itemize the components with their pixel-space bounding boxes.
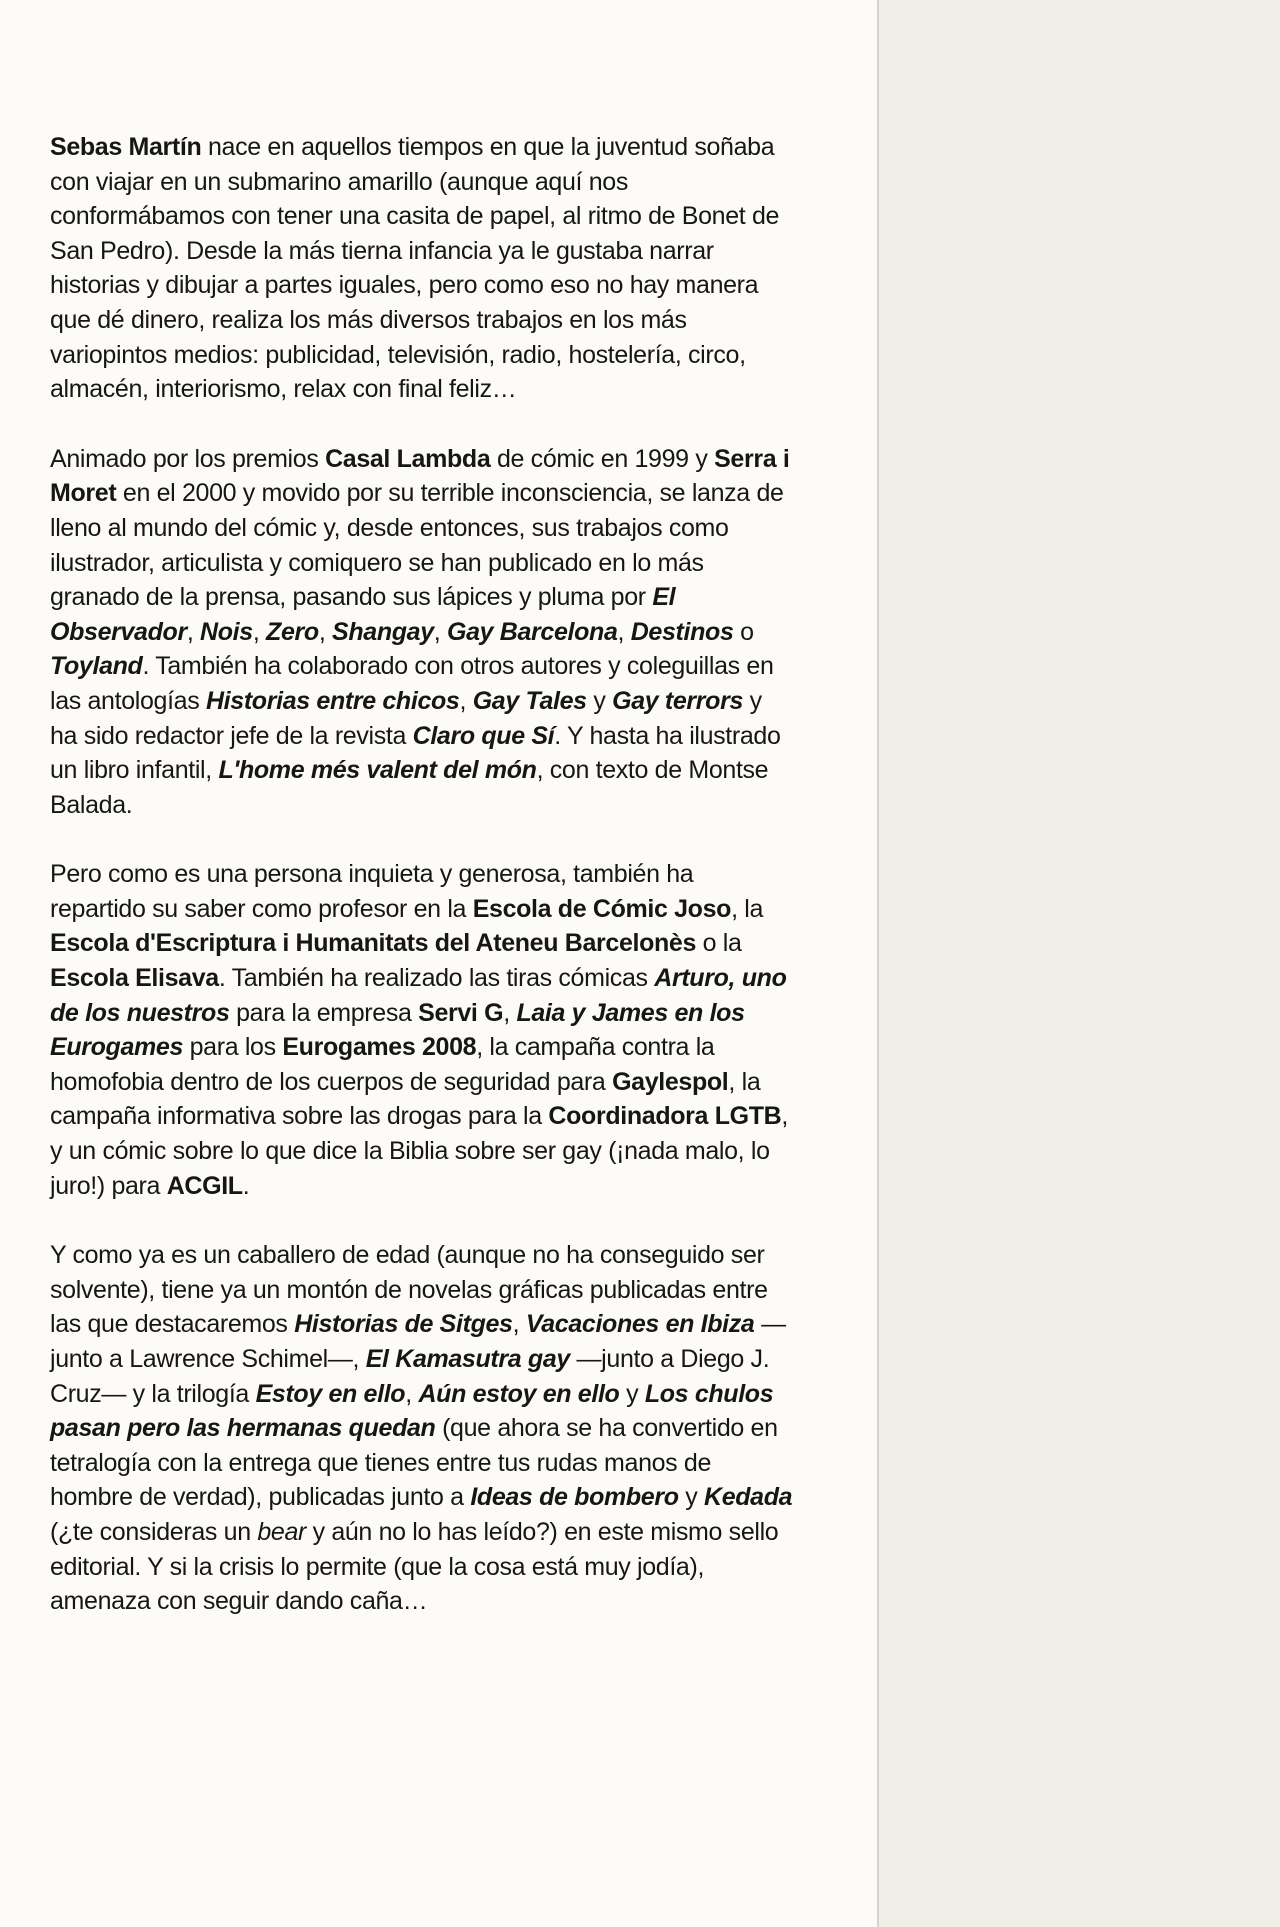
- italic-title: Toyland: [50, 652, 143, 681]
- body-text: de cómic en 1999 y: [490, 444, 715, 473]
- body-text: —junto a Diego J. Cruz— y la trilogía: [50, 1345, 776, 1408]
- italic-title: Kedada: [704, 1483, 793, 1512]
- body-text: ,: [433, 617, 447, 646]
- body-text: ,: [252, 617, 267, 646]
- italic-title: Claro que Sí: [412, 721, 555, 750]
- body-text: . También ha colaborado con otros autores y coleguillas en las antologías: [50, 652, 781, 715]
- bold-name: ACGIL: [166, 1171, 243, 1200]
- body-text: ,: [318, 617, 333, 646]
- italic-title: Gay Tales: [472, 686, 587, 715]
- body-text: —junto a Lawrence Schimel—,: [50, 1310, 786, 1373]
- italic-title: Destinos: [630, 617, 734, 646]
- italic-title: Vacaciones en Ibiza: [525, 1310, 755, 1339]
- bold-name: Escola Elisava: [50, 964, 219, 993]
- bold-name: Serra i Moret: [50, 444, 797, 508]
- body-text: ,: [186, 617, 201, 646]
- bio-paragraph-1: [50, 130, 795, 407]
- italic-title: Arturo, uno de los nuestros: [50, 964, 794, 1027]
- body-text: ,: [503, 998, 517, 1027]
- bold-name: Casal Lambda: [325, 444, 491, 473]
- italic-title: Ideas de bombero: [470, 1483, 679, 1512]
- italic-title: L'home més valent del món: [218, 756, 537, 785]
- body-text: o: [733, 617, 761, 646]
- body-text: ,: [617, 617, 631, 646]
- body-text: y: [586, 686, 613, 715]
- bio-paragraph-4: [50, 1238, 799, 1619]
- body-text: para los: [183, 1033, 283, 1062]
- body-text: o la: [696, 929, 749, 958]
- body-text: , y un cómic sobre lo que dice la Biblia sobre ser gay (¡nada malo, lo juro!) para: [50, 1102, 795, 1200]
- body-text: ,: [512, 1310, 526, 1339]
- italic-title: Gay Barcelona: [446, 617, 618, 646]
- bio-paragraph-3: [50, 857, 795, 1203]
- body-text: .: [242, 1171, 250, 1200]
- italic-title: bear: [257, 1517, 306, 1546]
- bold-name: Coordinadora LGTB: [548, 1102, 782, 1131]
- body-text: Animado por los premios: [50, 444, 326, 473]
- bold-name: Escola d'Escriptura i Humanitats del Ateneu Barcelonès: [50, 929, 697, 958]
- italic-title: Los chulos pasan pero las hermanas quedan: [50, 1379, 780, 1443]
- page-background: [880, 0, 1280, 1927]
- body-text: Y como ya es un caballero de edad (aunque no ha conseguido ser solvente), tiene ya un montón de novelas gráficas publicadas entre las que destacaremos: [50, 1241, 775, 1339]
- body-text: ,: [405, 1379, 419, 1408]
- body-text: en el 2000 y movido por su terrible inconsciencia, se lanza de lleno al mundo del cómic y, desde entonces, sus trabajos como ilustrador, articulista y comiquero se han publicado en lo más granado de la prensa, pasando sus lápices y pluma por: [50, 479, 791, 612]
- body-text: . También ha realizado las tiras cómicas: [218, 964, 655, 993]
- author-biography: [50, 130, 799, 1654]
- body-text: . Y hasta ha ilustrado un libro infantil,: [50, 721, 788, 785]
- italic-title: Historias de Sitges: [294, 1310, 513, 1339]
- body-text: (¿te consideras un: [50, 1483, 799, 1546]
- body-text: , la campaña informativa sobre las drogas para la: [50, 1067, 767, 1131]
- body-text: (que ahora se ha convertido en tetralogía con la entrega que tienes entre tus rudas manos de hombre de verdad), publicadas junto a: [50, 1414, 785, 1512]
- body-text: y aún no lo has leído?) en este mismo sello editorial. Y si la crisis lo permite (que la cosa está muy jodía), amenaza con seguir dando caña…: [50, 1517, 785, 1616]
- italic-title: Gay terrors: [612, 686, 744, 715]
- bold-name: Gaylespol: [612, 1067, 729, 1096]
- body-text: para la empresa: [229, 998, 419, 1027]
- body-text: y ha sido redactor jefe de la revista: [50, 686, 769, 750]
- italic-title: Historias entre chicos: [205, 686, 460, 715]
- italic-title: Shangay: [332, 617, 434, 646]
- bio-paragraph-2: [50, 442, 795, 823]
- italic-title: El Observador: [50, 583, 682, 646]
- italic-title: El Kamasutra gay: [365, 1345, 570, 1373]
- bold-name: Eurogames 2008: [282, 1033, 477, 1062]
- body-text: y: [678, 1483, 704, 1512]
- body-text: Pero como es una persona inquieta y generosa, también ha repartido su saber como profesor en la: [50, 860, 700, 923]
- bold-name: Sebas Martín: [50, 133, 202, 161]
- body-text: , con texto de Montse Balada.: [50, 756, 775, 819]
- body-text: , la campaña contra la homofobia dentro de los cuerpos de seguridad para: [50, 1033, 722, 1096]
- italic-title: Aún estoy en ello: [418, 1379, 620, 1408]
- body-text: nace en aquellos tiempos en que la juventud soñaba con viajar en un submarino amarillo (aunque aquí nos conformábamos con tener una casita de papel, al ritmo de Bonet de San Pedro). Desde la más tierna infancia ya le gustaba narrar historias y dibujar a partes iguales, pero como eso no hay manera que dé dinero, realiza los más diversos trabajos en los más variopintos medios: publicidad, televisión, radio, hostelería, circo, almacén, interiorismo, relax con final feliz…: [50, 133, 786, 404]
- italic-title: Laia y James en los Eurogames: [50, 998, 752, 1062]
- body-text: ,: [459, 686, 473, 715]
- italic-title: Zero: [266, 617, 319, 646]
- body-text: , la: [731, 894, 770, 923]
- italic-title: Estoy en ello: [255, 1379, 406, 1408]
- italic-title: Nois: [200, 617, 253, 646]
- bold-name: Servi G: [418, 998, 504, 1027]
- body-text: y: [619, 1379, 645, 1408]
- bold-name: Escola de Cómic Joso: [472, 894, 732, 923]
